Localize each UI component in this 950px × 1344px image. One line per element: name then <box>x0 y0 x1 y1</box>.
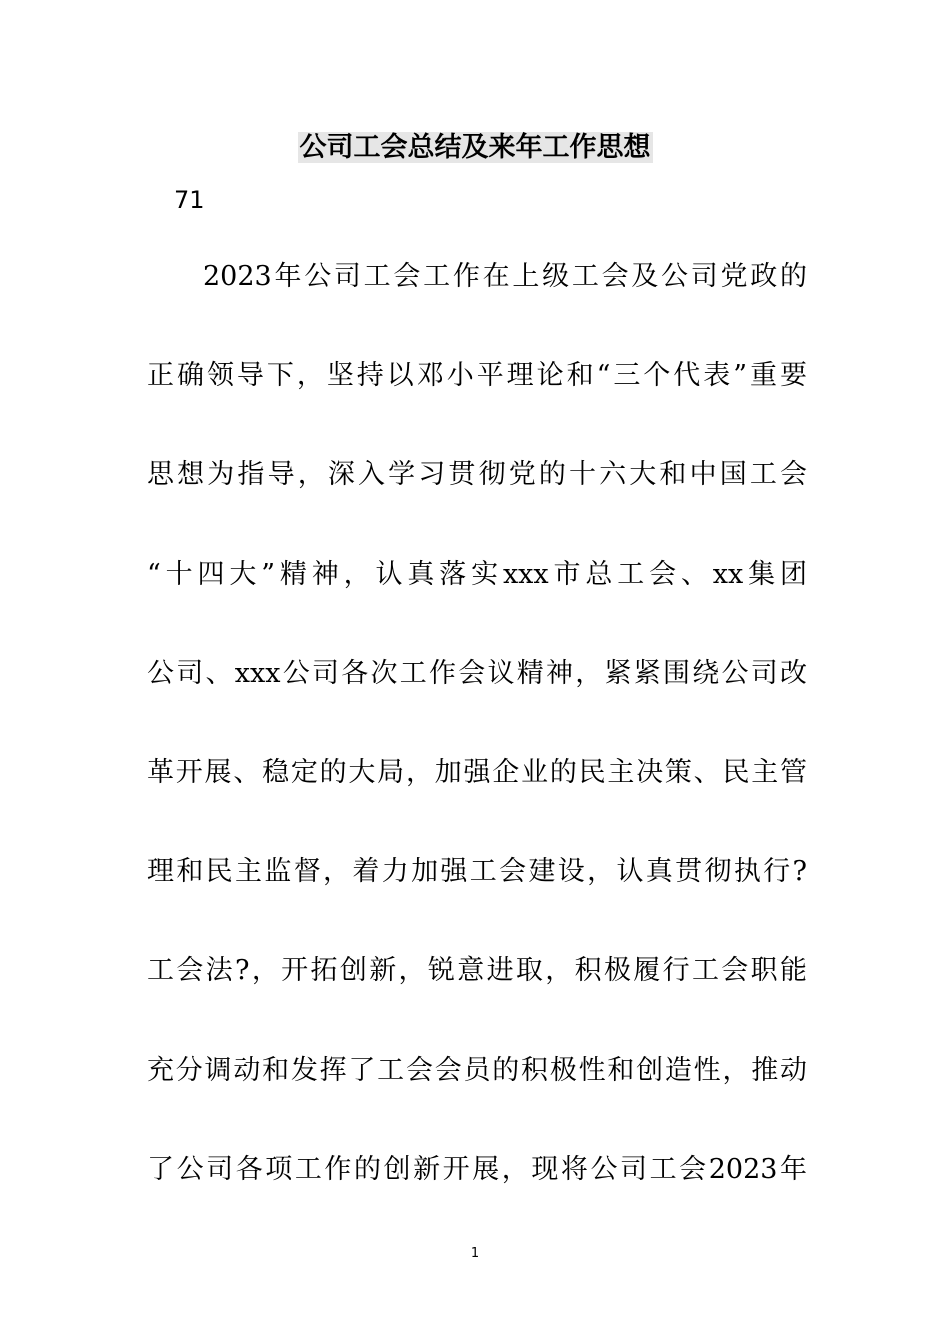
body-line: 革开展、稳定的大局，加强企业的民主决策、民主管 <box>147 756 807 788</box>
document-title-text: 公司工会总结及来年工作思想 <box>299 132 651 163</box>
body-line: 思想为指导，深入学习贯彻党的十六大和中国工会 <box>147 459 807 491</box>
body-line: “十四大”精神，认真落实xxx市总工会、xx集团 <box>147 558 807 590</box>
body-line: 2023年公司工会工作在上级工会及公司党政的 <box>203 261 807 292</box>
body-line: 公司、xxx公司各次工作会议精神，紧紧围绕公司改 <box>147 657 807 689</box>
body-line: 理和民主监督，着力加强工会建设，认真贯彻执行? <box>147 856 807 888</box>
page-number: 1 <box>470 1246 480 1261</box>
body-line: 了公司各项工作的创新开展，现将公司工会2023年 <box>147 1153 807 1185</box>
document-number: 71 <box>174 186 205 214</box>
document-title <box>0 128 950 168</box>
body-line: 工会法?，开拓创新，锐意进取，积极履行工会职能 <box>147 955 807 987</box>
body-text <box>147 257 807 1249</box>
body-line: 充分调动和发挥了工会会员的积极性和创造性，推动 <box>147 1054 807 1086</box>
body-line: 正确领导下，坚持以邓小平理论和“三个代表”重要 <box>147 360 807 392</box>
